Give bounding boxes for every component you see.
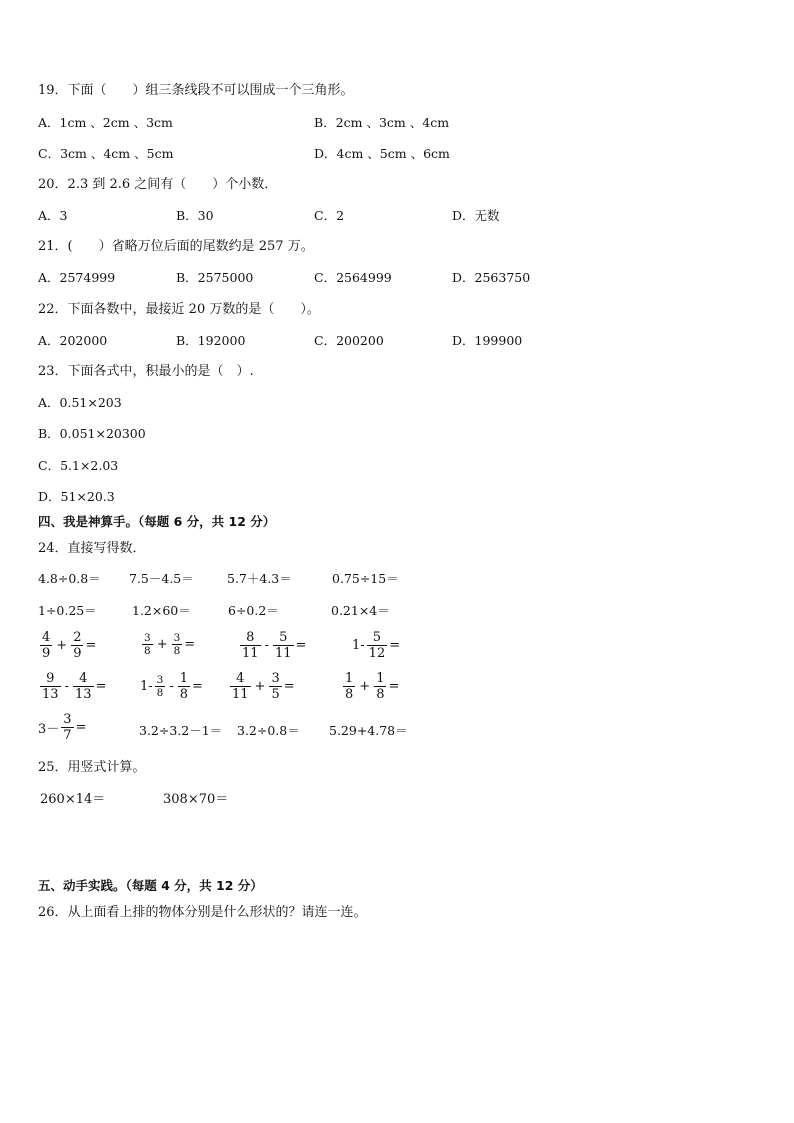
vertical-calc-item: 308×70＝ [163, 792, 229, 807]
q25-stem: 25．用竖式计算。 [38, 760, 146, 775]
q22-option-a: A．202000 [38, 333, 108, 348]
q21-option-d: D．2563750 [452, 270, 531, 285]
q23-option-b: B．0.051×20300 [38, 426, 146, 441]
q26-stem: 26．从上面看上排的物体分别是什么形状的？请连一连。 [38, 905, 367, 920]
q19-option-d: D．4cm 、5cm 、6cm [314, 146, 450, 161]
q20-stem: 20．2.3 到 2.6 之间有（ ）个小数． [38, 177, 278, 192]
q21-stem: 21．( ）省略万位后面的尾数约是 257 万。 [38, 239, 314, 254]
section-4-heading: 四、我是神算手。（每题 6 分，共 12 分） [38, 514, 276, 529]
calc-item: 3.2÷0.8＝ [237, 723, 300, 738]
calc-item: 3.2÷3.2－1＝ [139, 723, 223, 738]
q22-option-b: B．192000 [176, 333, 246, 348]
vertical-calc-item: 260×14＝ [40, 792, 106, 807]
q23-option-c: C．5.1×2.03 [38, 458, 119, 473]
fraction-expression: $\frac{1}{8}$ + $\frac{1}{8}$ = [345, 671, 400, 702]
fraction-expression: $\frac{4}{11}$ + $\frac{3}{5}$ = [232, 671, 295, 702]
calc-item: 0.21×4＝ [331, 603, 390, 618]
q19-stem: 19．下面（ ）组三条线段不可以围成一个三角形。 [38, 83, 354, 98]
calc-item: 1÷0.25＝ [38, 603, 97, 618]
q22-option-d: D．199900 [452, 333, 523, 348]
calc-item: 4.8÷0.8＝ [38, 571, 101, 586]
q19-option-c: C．3cm 、4cm 、5cm [38, 146, 174, 161]
fraction-expression: 3－ $\frac{3}{7}$ = [38, 712, 87, 743]
fraction-expression: 1- $\frac{5}{12}$ = [352, 630, 401, 661]
fraction-expression: $\frac{8}{11}$ - $\frac{5}{11}$ = [242, 630, 307, 661]
q20-option-c: C．2 [314, 208, 345, 223]
q22-option-c: C．200200 [314, 333, 384, 348]
q23-stem: 23．下面各式中，积最小的是（ ）. [38, 364, 254, 379]
q23-option-a: A．0.51×203 [38, 395, 122, 410]
calc-item: 7.5－4.5＝ [129, 571, 194, 586]
q24-stem: 24．直接写得数． [38, 541, 146, 556]
q20-option-b: B．30 [176, 208, 214, 223]
q19-option-b: B．2cm 、3cm 、4cm [314, 115, 450, 130]
calc-item: 5.29+4.78＝ [329, 723, 408, 738]
calc-item: 0.75÷15＝ [332, 571, 399, 586]
q19-option-a: A．1cm 、2cm 、3cm [38, 115, 173, 130]
q21-option-c: C．2564999 [314, 270, 392, 285]
q21-option-a: A．2574999 [38, 270, 116, 285]
q23-option-d: D．51×20.3 [38, 489, 115, 504]
q20-option-d: D．无数 [452, 208, 500, 223]
q20-option-a: A．3 [38, 208, 68, 223]
q22-stem: 22．下面各数中，最接近 20 万数的是（ ）。 [38, 302, 320, 317]
fraction-expression: $\frac{3}{8}$ + $\frac{3}{8}$ = [144, 632, 196, 657]
calc-item: 5.7＋4.3＝ [227, 571, 292, 586]
calc-item: 1.2×60＝ [132, 603, 191, 618]
fraction-expression: $\frac{9}{13}$ - $\frac{4}{13}$ = [42, 671, 107, 702]
section-5-heading: 五、动手实践。（每题 4 分，共 12 分） [38, 878, 263, 893]
calc-item: 6÷0.2＝ [228, 603, 279, 618]
fraction-expression: $\frac{4}{9}$ + $\frac{2}{9}$ = [42, 630, 97, 661]
fraction-expression: 1- $\frac{3}{8}$ - $\frac{1}{8}$ = [140, 671, 203, 702]
q21-option-b: B．2575000 [176, 270, 254, 285]
